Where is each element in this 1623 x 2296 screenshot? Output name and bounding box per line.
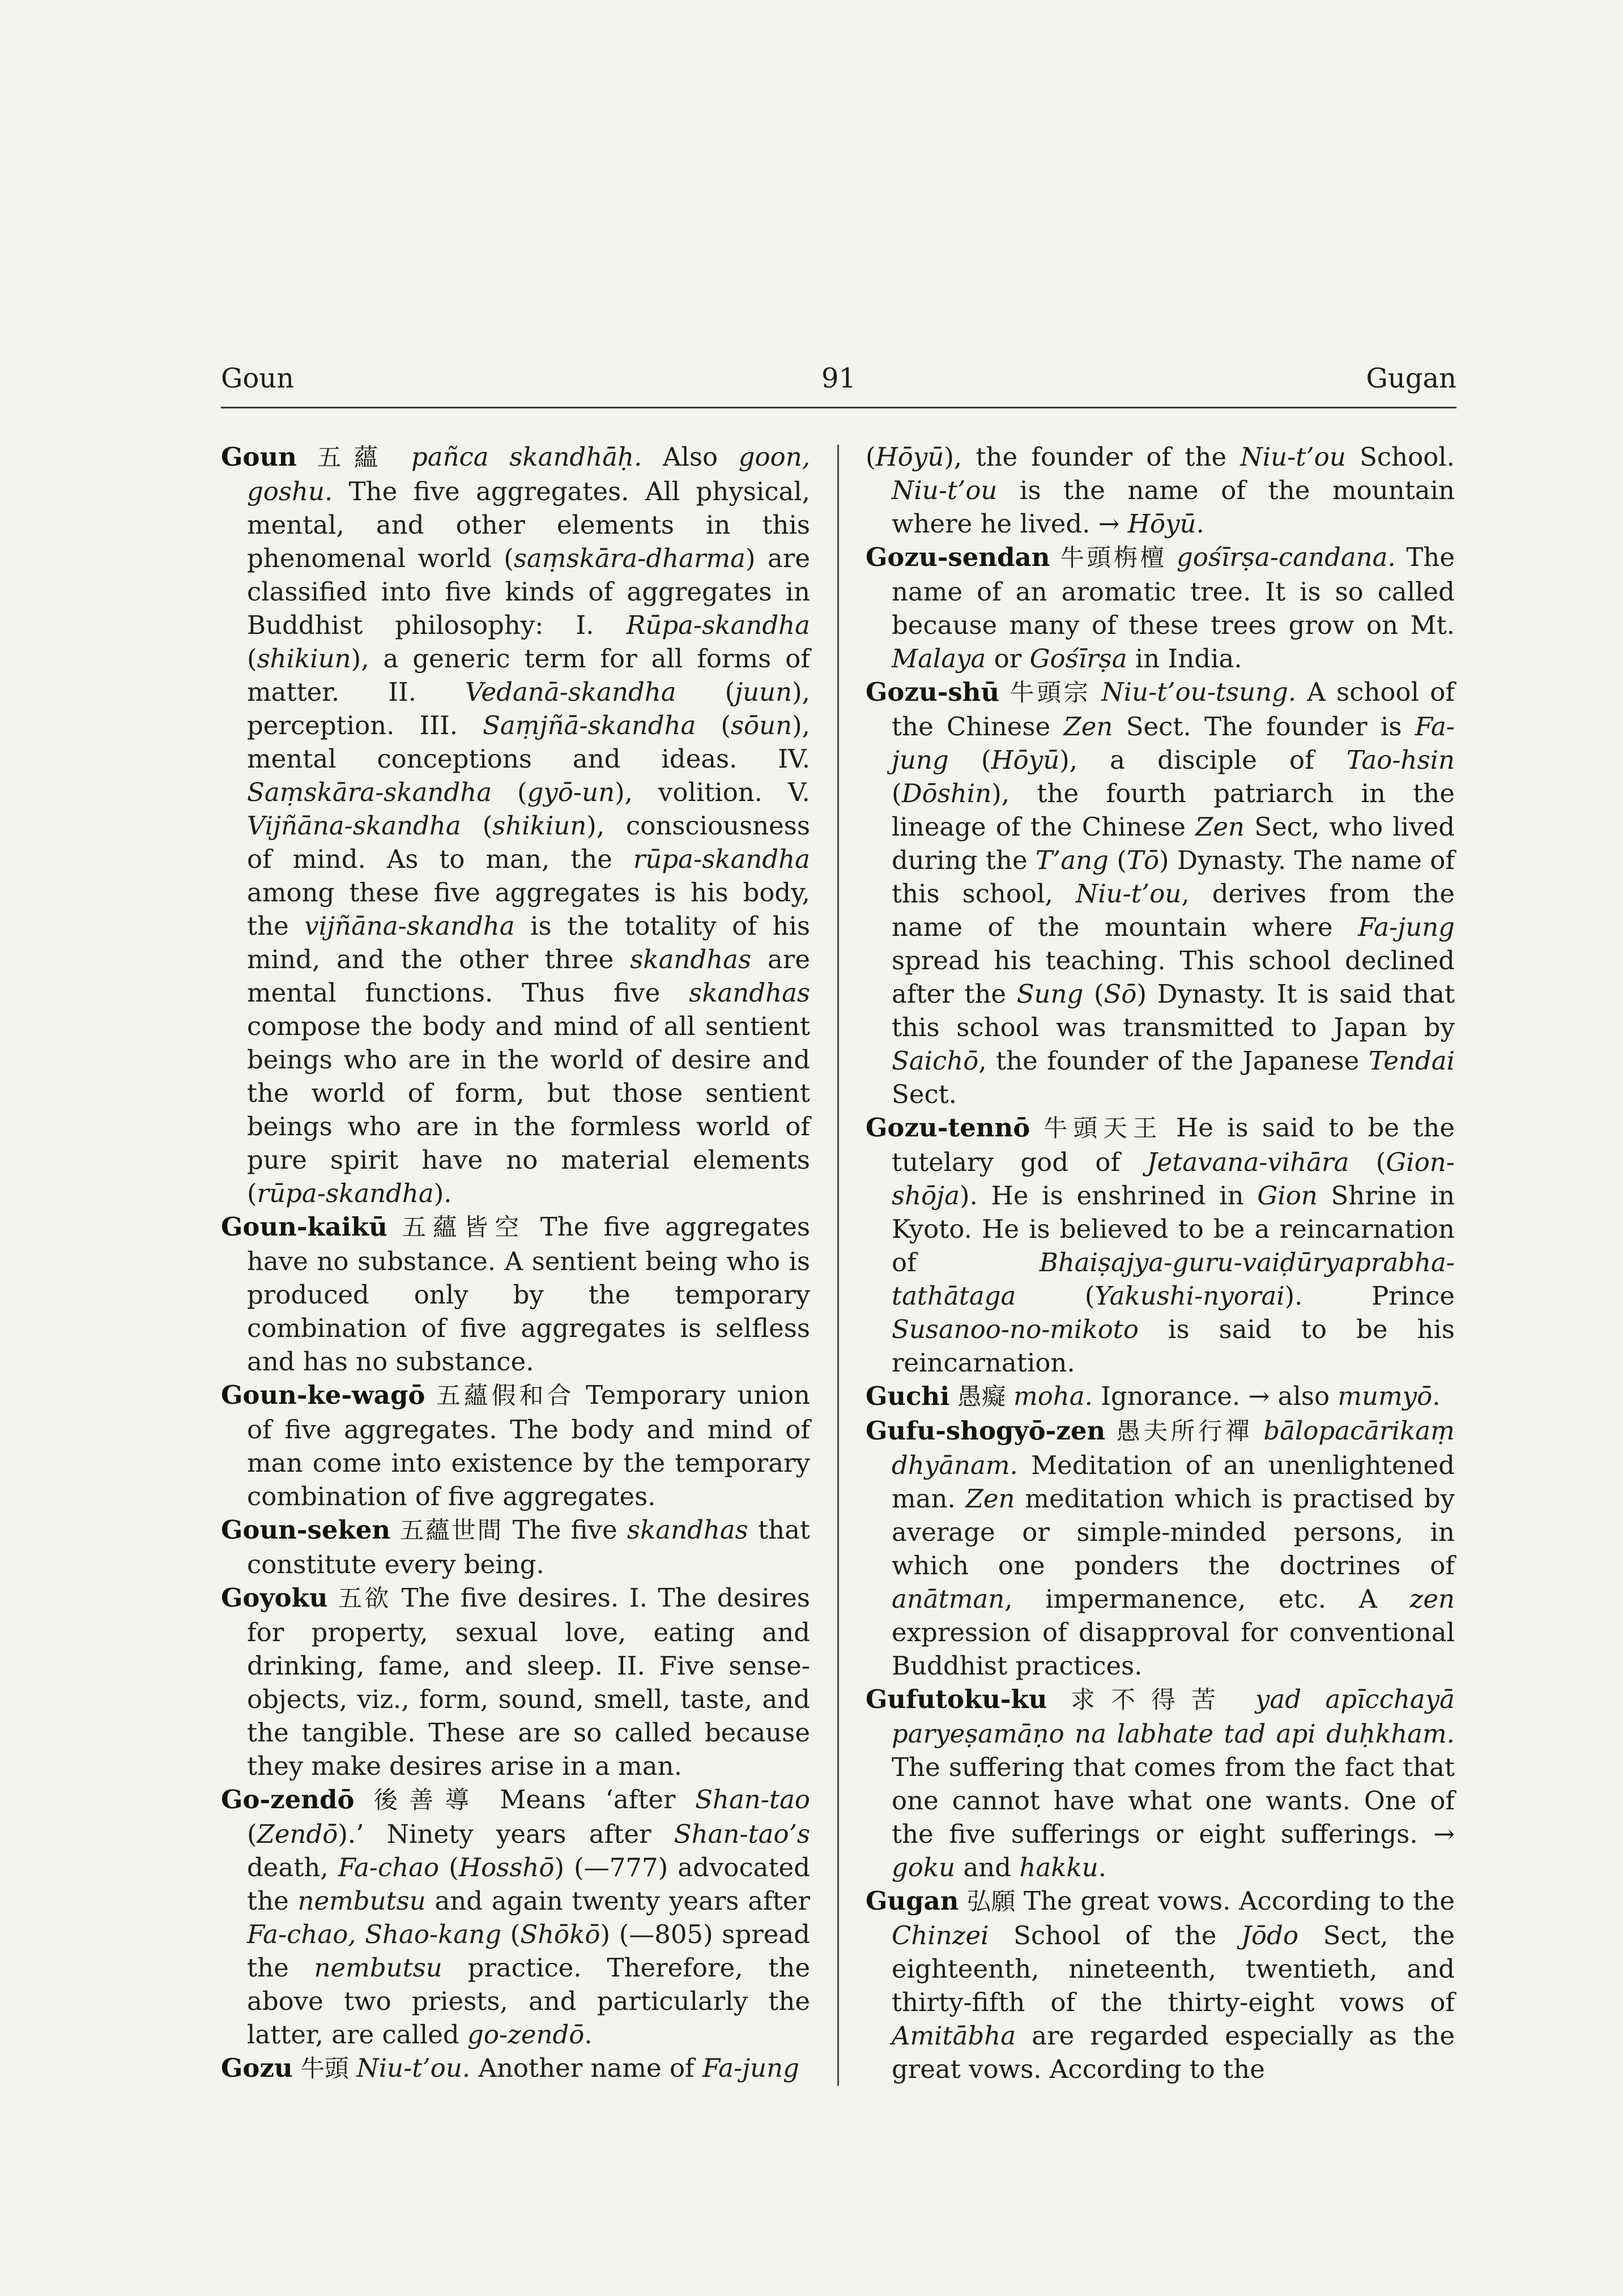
italic-term: Saṃjñā-skandha: [483, 710, 696, 740]
body-text: (: [439, 1852, 459, 1882]
body-text: ), volition. V.: [615, 777, 810, 807]
italic-term: Hōyū: [875, 442, 944, 472]
body-text: The five: [512, 1515, 627, 1545]
italic-term: go-zendō: [467, 2020, 585, 2050]
italic-term: Dōshin: [901, 778, 992, 808]
body-text: School.: [1345, 442, 1455, 472]
italic-term: Sung: [1016, 979, 1084, 1009]
italic-term: saṃskāra-dharma: [513, 543, 746, 573]
body-text: ). He is enshrined in: [959, 1181, 1258, 1211]
italic-term: Bhaiṣajya-guru-vaiḍūryaprabha-tathātaga: [892, 1247, 1455, 1311]
body-text: Sect, the eighteenth, nineteenth, twentieth, and thirty-fifth of the thirty-eight vows of: [892, 1920, 1455, 2017]
italic-term: shikiun: [492, 811, 587, 841]
entry-kanji: 愚癡: [949, 1383, 1014, 1411]
body-text: ) Dynasty. The name of this school,: [892, 845, 1455, 909]
italic-term: hakku: [1019, 1852, 1098, 1882]
italic-term: gośīrṣa-candana.: [1177, 542, 1396, 572]
entry-headword: Gugan: [866, 1886, 959, 1916]
body-text: ) (—777) advocated the: [247, 1852, 810, 1916]
body-text: (: [1349, 1147, 1386, 1177]
italic-term: goon, goshu.: [247, 442, 810, 506]
entry-kanji: 五蘊: [296, 444, 411, 472]
body-text: Sect. The founder is: [1113, 712, 1415, 742]
italic-term: yad apīcchayā paryeṣamāṇo na labhate tad api duḥkham.: [892, 1684, 1455, 1749]
body-text: (: [866, 442, 876, 472]
body-text: meditation which is practised by average or simple-minded persons, in which one ponders the doctrines of: [892, 1484, 1455, 1581]
body-text: ), the fourth patriarch in the lineage of the Chinese: [892, 778, 1455, 842]
italic-term: Yakushi-nyorai: [1094, 1281, 1285, 1311]
italic-term: juun: [735, 677, 793, 707]
body-text: The five desires. I. The desires for property, sexual love, eating and drinking, fame, and sleep. II. Five sense-objects, viz., form, sound, smell, taste, and the tangible. These are so called because they make desires arise in a man.: [247, 1583, 810, 1781]
body-text: (: [1016, 1281, 1095, 1311]
body-text: death,: [247, 1852, 338, 1882]
italic-term: vijñāna-skandha: [304, 911, 515, 941]
italic-term: gyō-un: [527, 777, 615, 807]
body-text: or: [986, 644, 1030, 674]
text-columns: [221, 440, 1456, 2086]
dictionary-entry: [221, 1581, 810, 1783]
body-text: and again twenty years after: [425, 1886, 810, 1916]
italic-term: Hosshō: [458, 1852, 555, 1882]
left-column: [221, 440, 810, 2086]
body-text: (: [1108, 845, 1127, 875]
body-text: Shrine in Kyoto. He is believed to be a reincarnation of: [892, 1181, 1455, 1277]
body-text: in India.: [1127, 644, 1242, 674]
italic-term: Gion-shōja: [892, 1147, 1455, 1211]
body-text: School of the: [989, 1920, 1241, 1950]
body-text: ), a disciple of: [1059, 745, 1347, 775]
italic-term: Shan-tao: [695, 1784, 810, 1814]
italic-term: Saichō: [892, 1046, 979, 1076]
page-header: [221, 363, 1456, 408]
italic-term: pañca skandhāḥ.: [411, 442, 642, 472]
body-text: , impermanence, etc. A: [1004, 1584, 1410, 1614]
italic-term: skandhas: [630, 944, 752, 974]
body-text: and: [955, 1852, 1020, 1882]
entry-headword: Gozu-tennō: [866, 1113, 1030, 1143]
body-text: (: [492, 777, 527, 807]
italic-term: Fa-jung: [702, 2053, 799, 2083]
italic-term: Fa-chao: [338, 1852, 440, 1882]
body-text: The suffering that comes from the fact that one cannot have what one wants. One of the five sufferings or eight sufferings. →: [892, 1752, 1455, 1849]
body-text: (: [1083, 979, 1104, 1009]
italic-term: Niu-t’ou: [892, 475, 998, 505]
italic-term: Zen: [965, 1484, 1015, 1514]
dictionary-entry: [221, 1210, 810, 1378]
italic-term: Niu-t’ou.: [356, 2053, 471, 2083]
entry-kanji: 牛頭宗: [999, 679, 1102, 707]
body-text: (: [676, 677, 735, 707]
entry-kanji: 五蘊皆空: [387, 1213, 540, 1242]
dictionary-entry: [221, 1378, 810, 1513]
entry-headword: Gozu-shū: [866, 677, 1000, 707]
body-text: Sect.: [892, 1079, 957, 1109]
body-text: , the founder of the Japanese: [978, 1046, 1369, 1076]
italic-term: nembutsu: [297, 1886, 426, 1916]
entry-kanji: 五蘊世間: [390, 1517, 513, 1545]
body-text: spread his teaching. This school declined after the: [892, 945, 1455, 1009]
entry-headword: Gufu-shogyō-zen: [866, 1416, 1106, 1446]
italic-term: anātman: [892, 1584, 1005, 1614]
body-text: is the name of the mountain where he lived. →: [892, 475, 1455, 539]
body-text: Means ‘after: [500, 1784, 696, 1814]
entry-kanji: 牛頭栴檀: [1050, 544, 1177, 572]
entry-kanji: 五蘊假和合: [425, 1382, 586, 1410]
italic-term: Saṃskāra-skandha: [247, 777, 492, 807]
dictionary-entry: [866, 675, 1455, 1111]
italic-term: Tao-hsin: [1346, 745, 1455, 775]
body-text: that constitute every being.: [247, 1515, 810, 1579]
body-text: are regarded especially as the great vows. According to the: [892, 2021, 1455, 2084]
dictionary-entry: [866, 540, 1455, 675]
body-text: , derives from the name of the mountain where: [892, 879, 1455, 942]
italic-term: Amitābha: [892, 2021, 1016, 2051]
body-text: The name of an aromatic tree. It is so called because many of these trees grow on Mt.: [892, 542, 1455, 640]
italic-term: Rūpa-skandha: [626, 610, 810, 640]
dictionary-entry: [221, 1513, 810, 1581]
italic-term: Niu-t’ou-tsung.: [1101, 677, 1297, 707]
italic-term: Zendō: [257, 1819, 338, 1849]
body-text: Ignorance. → also: [1092, 1381, 1338, 1411]
body-text: Meditation of an unenlightened man.: [892, 1450, 1455, 1514]
italic-term: Tendai: [1368, 1046, 1455, 1076]
body-text: among these five aggregates is his body, the: [247, 877, 810, 941]
body-text: (: [892, 778, 902, 808]
body-text: Sect, who lived during the: [892, 812, 1455, 875]
italic-term: Tō: [1126, 845, 1160, 875]
body-text: ). Prince: [1284, 1281, 1455, 1311]
italic-term: bālopacārikaṃ dhyānam.: [892, 1416, 1455, 1480]
entry-continuation: [866, 440, 1455, 540]
dictionary-entry: [866, 1682, 1455, 1884]
body-text: The five aggregates have no substance. A sentient being who is produced only by the temporary combination of five aggregates is selfless and has no substance.: [247, 1212, 810, 1377]
entry-headword: Gozu-sendan: [866, 542, 1050, 572]
body-text: ) (—805) spread the: [247, 1919, 810, 1983]
body-text: compose the body and mind of all sentient beings who are in the world of desire and the world of form, but those sentient beings who are in the formless world of pure spirit have no material elements (: [247, 1011, 810, 1208]
italic-term: Shan-tao’s: [674, 1819, 810, 1849]
running-head-right: Gugan: [1366, 363, 1456, 394]
body-text: ), the founder of the: [944, 442, 1241, 472]
italic-term: Malaya: [892, 644, 986, 674]
italic-term: Gion: [1257, 1181, 1318, 1211]
italic-term: Hōyū.: [1127, 509, 1204, 539]
italic-term: Hōyū: [991, 745, 1060, 775]
italic-term: mumyō: [1337, 1381, 1433, 1411]
body-text: (: [696, 710, 731, 740]
italic-term: skandhas: [689, 978, 810, 1008]
italic-term: Vedanā-skandha: [465, 677, 676, 707]
entry-headword: Goyoku: [221, 1583, 328, 1613]
italic-term: skandhas: [627, 1515, 748, 1545]
italic-term: Niu-t’ou: [1240, 442, 1346, 472]
italic-term: rūpa-skandha: [257, 1178, 434, 1208]
body-text: expression of disapproval for conventional Buddhist practices.: [892, 1617, 1455, 1681]
body-text: ), consciousness of mind. As to man, the: [247, 811, 810, 874]
body-text: ).: [433, 1178, 452, 1208]
entry-kanji: 弘願: [959, 1888, 1024, 1916]
entry-headword: Gufutoku-ku: [866, 1684, 1047, 1714]
italic-term: T’ang: [1036, 845, 1109, 875]
italic-term: moha.: [1013, 1381, 1093, 1411]
body-text: ), perception. III.: [247, 677, 810, 740]
body-text: .: [584, 2020, 593, 2050]
entry-headword: Gozu: [221, 2053, 293, 2083]
italic-term: shikiun: [257, 644, 351, 674]
body-text: is said to be his reincarnation.: [892, 1314, 1455, 1378]
page-content: [221, 363, 1456, 2086]
page-number: 91: [821, 363, 857, 394]
entry-headword: Goun-seken: [221, 1515, 391, 1545]
entry-kanji: 牛頭天王: [1030, 1114, 1177, 1143]
dictionary-entry: [866, 1379, 1455, 1414]
body-text: Another name of: [470, 2053, 702, 2083]
body-text: (: [461, 811, 493, 841]
italic-term: sōun: [730, 710, 793, 740]
entry-headword: Goun: [221, 442, 297, 472]
body-text: are mental functions. Thus five: [247, 944, 810, 1008]
column-divider-line: [837, 445, 839, 2086]
dictionary-entry: [221, 2051, 810, 2086]
italic-term: Jetavana-vihāra: [1147, 1147, 1349, 1177]
body-text: ), mental conceptions and ideas. IV.: [247, 710, 810, 774]
right-column: [866, 440, 1455, 2086]
entry-headword: Goun-kaikū: [221, 1212, 387, 1242]
body-text: .: [1432, 1381, 1441, 1411]
italic-term: Susanoo-no-mikoto: [892, 1314, 1139, 1344]
entry-kanji: 後善導: [354, 1786, 500, 1814]
body-text: Temporary union of five aggregates. The body and mind of man come into existence by the temporary combination of five aggregates.: [247, 1380, 810, 1511]
italic-term: nembutsu: [314, 1953, 442, 1983]
body-text: The five aggregates. All physical, mental, and other elements in this phenomenal world (: [247, 476, 810, 573]
body-text: (: [247, 1819, 257, 1849]
italic-term: Sō: [1104, 979, 1137, 1009]
body-text: Also: [642, 442, 739, 472]
body-text: ).’ Ninety years after: [338, 1819, 674, 1849]
italic-term: zen: [1409, 1584, 1455, 1614]
body-text: (: [247, 644, 257, 674]
italic-term: Fa-jung: [892, 712, 1455, 775]
body-text: A school of the Chinese: [892, 677, 1455, 742]
italic-term: Jōdo: [1241, 1920, 1299, 1950]
body-text: ), a generic term for all forms of matter. II.: [247, 644, 810, 707]
entry-kanji: 五欲: [327, 1584, 402, 1613]
dictionary-entry: [866, 1884, 1455, 2086]
body-text: ) are classified into five kinds of aggregates in Buddhist philosophy: I.: [247, 543, 810, 640]
dictionary-entry: [221, 1783, 810, 2051]
dictionary-entry: [221, 440, 810, 1210]
body-text: practice. Therefore, the above two priests, and particularly the latter, are called: [247, 1953, 810, 2050]
italic-term: Zen: [1195, 812, 1245, 842]
body-text: is the totality of his mind, and the other three: [247, 911, 810, 974]
body-text: (: [501, 1919, 521, 1949]
body-text: (: [948, 745, 991, 775]
body-text: .: [1098, 1852, 1107, 1882]
entry-kanji: 求不得苦: [1047, 1686, 1255, 1714]
italic-term: goku: [892, 1852, 956, 1882]
italic-term: Chinzei: [892, 1920, 989, 1950]
entry-kanji: 愚夫所行禪: [1105, 1417, 1264, 1446]
entry-headword: Guchi: [866, 1381, 950, 1411]
italic-term: rūpa-skandha: [633, 844, 810, 874]
italic-term: Shōkō: [520, 1919, 600, 1949]
body-text: He is said to be the tutelary god of: [892, 1113, 1455, 1177]
italic-term: Gośīrṣa: [1029, 644, 1127, 674]
entry-headword: Go-zendō: [221, 1784, 355, 1814]
entry-headword: Goun-ke-wagō: [221, 1380, 425, 1410]
body-text: ) Dynasty. It is said that this school was transmitted to Japan by: [892, 979, 1455, 1042]
italic-term: Fa-chao, Shao-kang: [247, 1919, 502, 1949]
italic-term: Vijñāna-skandha: [247, 811, 461, 841]
dictionary-entry: [866, 1414, 1455, 1682]
running-head-left: Goun: [221, 363, 295, 394]
entry-kanji: 牛頭: [292, 2055, 357, 2083]
italic-term: Niu-t’ou: [1075, 879, 1182, 909]
body-text: The great vows. According to the: [1023, 1886, 1455, 1916]
italic-term: Fa-jung: [1358, 912, 1455, 942]
dictionary-entry: [866, 1111, 1455, 1379]
italic-term: Zen: [1063, 712, 1113, 742]
